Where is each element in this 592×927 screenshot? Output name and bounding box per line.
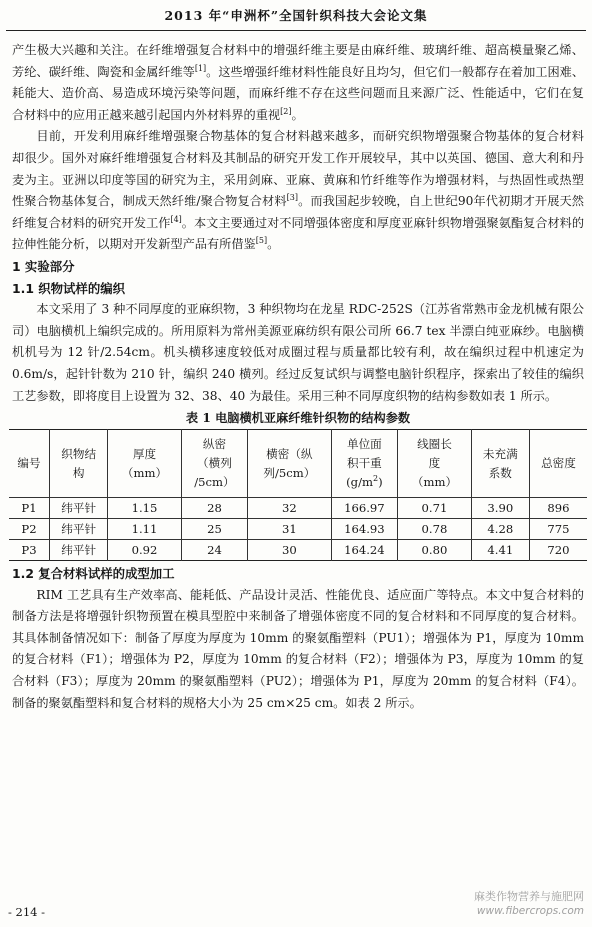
intro-p2-text-a: 目前，开发利用麻纤维增强聚合物基体的复合材料越来越多，而研究织物增强聚合物基体的复合材料却很少。国外对麻纤维增强复合材料及其制品的研究开发工作开展较早，其中以英国、德国、意大利和丹麦为主。亚洲以印度等国的研究为主，采用剑麻、亚麻、黄麻和竹纤维等作为增强材料，与热固性或热塑性聚合物基体复合，制成天然纤维/聚合物复合材料 (12, 129, 584, 209)
header-cell-cover-factor: 未充满 系数 (471, 430, 529, 498)
table-cell: 164.24 (331, 540, 398, 561)
table-cell: 24 (181, 540, 247, 561)
intro-p1-text-b: 。这些增强纤维材料性能良好且均匀，但它们一般都存在着加工困难、耗能大、造价高、易造成环境污染等问题，而麻纤维不存在这些问题而且来源广泛、性能适中，它们在复合材料中的应用正越来越引起国内外材料界的重视 (12, 64, 585, 122)
site-watermark (474, 890, 584, 918)
table-cell: 1.15 (108, 498, 181, 519)
table-cell: P1 (9, 498, 50, 519)
body-text (12, 40, 584, 714)
header-cell-wale-density: 纵密 （横列 /5cm） (181, 430, 247, 498)
intro-p1-text-a: 产生极大兴趣和关注。在纤维增强复合材料中的增强纤维主要是由麻纤维、玻璃纤维、超高模量聚乙烯、芳纶、碳纤维、陶瓷和金属纤维等 (12, 43, 584, 79)
table-cell: 720 (529, 540, 587, 561)
table-cell: 25 (181, 519, 247, 540)
section-1-2-paragraph: RIM 工艺具有生产效率高、能耗低、产品设计灵活、性能优良、适应面广等特点。本文中复合材料的制备方法是将增强针织物预置在模具型腔中来制备了增强体密度不同的复合材料和不同厚度的复合材料。其具体制备情况如下：制备了厚度为厚度为 10mm 的聚氨酯塑料（PU1）；增强体为 P1，厚度为 10mm 的复合材料（F1）；增强体为 P2，厚度为 10mm 的复合材料（F2）；增强体为 P3，厚度为 10mm 的复合材料（F3）；厚度为 20mm 的聚氨酯塑料（PU2）；增强体为 P1，厚度为 20mm 的复合材料（F4）。制备的聚氨酯塑料和复合材料的规格大小为 25 cm×25 cm。如表 2 所示。 (12, 587, 584, 710)
intro-p2-text-d: 。 (267, 237, 280, 252)
section-1-1-heading: 1.1 织物试样的编织 (12, 280, 125, 296)
header-cell-thickness: 厚度 （mm） (108, 430, 181, 498)
intro-p2-text-b: 。而我国起步较晚，自上世纪90年代初期才开展天然纤维复合材料的研究开发工作 (12, 194, 584, 230)
citation-5: [5] (255, 236, 268, 246)
table-cell: 4.41 (471, 540, 529, 561)
table-cell: 166.97 (331, 498, 398, 519)
table-cell: 0.80 (398, 540, 471, 561)
table-cell: 0.71 (398, 498, 471, 519)
table-cell: 1.11 (108, 519, 181, 540)
section-1-heading: 1 实验部分 (12, 258, 75, 274)
watermark-line-1: 麻类作物营养与施肥网 (474, 890, 584, 903)
table-cell: P3 (9, 540, 50, 561)
header-cell-total-density: 总密度 (529, 430, 587, 498)
header-rule (6, 30, 586, 31)
intro-p2-text-c: 。本文主要通过对不同增强体密度和厚度亚麻针织物增强聚氨酯复合材料的拉伸性能分析，以期对开发新型产品有所借鉴 (12, 215, 585, 252)
header-cell-id: 编号 (17, 456, 41, 471)
citation-3: [3] (286, 193, 298, 203)
table-cell: 4.28 (471, 519, 529, 540)
table-header-row (9, 430, 587, 498)
intro-paragraph-1 (12, 40, 584, 126)
table-cell: 30 (248, 540, 331, 561)
table-1 (9, 429, 587, 561)
page-number: - 214 - (8, 905, 46, 919)
table-cell: 32 (248, 498, 331, 519)
table-cell: 28 (181, 498, 247, 519)
section-1-1-paragraph: 本文采用了 3 种不同厚度的亚麻织物，3 种织物均在龙星 RDC-252S（江苏省常熟市金龙机械有限公司）电脑横机上编织完成的。所用原料为常州美源亚麻纺织有限公司所 66.7 tex 半漂白纯亚麻纱。电脑横机机号为 12 针/2.54cm。机头横移速度较低对成圈过程与质量都比较有利，故在编织过程中机速定为 0.6m/s，起针针数为 210 针，编织 240 横列。经过反复试织与调整电脑针织程序，探索出了较佳的编织工艺参数，即将度目上设置为 32、38、40 为最佳。采用三种不同厚度织物的结构参数如表 1 所示。 (12, 302, 584, 403)
table-cell: 0.78 (398, 519, 471, 540)
header-cell-loop-length: 线圈长 度 （mm） (398, 430, 471, 498)
table-cell: 纬平针 (50, 540, 108, 561)
table-cell: 纬平针 (50, 498, 108, 519)
table-cell: 0.92 (108, 540, 181, 561)
watermark-line-2: www.fibercrops.com (476, 905, 584, 917)
section-1-2-heading: 1.2 复合材料试样的成型加工 (12, 566, 175, 582)
citation-4: [4] (170, 214, 182, 224)
header-cell-areal-weight: 单位面 积干重 $(g/m^2)$ (331, 430, 398, 498)
table-cell: 31 (248, 519, 331, 540)
table-cell: 3.90 (471, 498, 529, 519)
header-cell-structure: 织物结 构 (50, 430, 108, 498)
citation-2: [2] (280, 106, 292, 116)
intro-paragraph-2 (12, 126, 584, 256)
running-header: 2013 年“申洲杯”全国针织科技大会论文集 (164, 8, 428, 23)
intro-p1-text-c: 。 (291, 107, 304, 122)
header-cell-course-density: 横密（纵 列/5cm） (248, 430, 331, 498)
table-row (9, 498, 587, 519)
table-cell: 775 (529, 519, 587, 540)
table-cell: 164.93 (331, 519, 398, 540)
table-cell: 纬平针 (50, 519, 108, 540)
table-row (9, 519, 587, 540)
citation-1: [1] (194, 63, 207, 73)
table-cell: 896 (529, 498, 587, 519)
table-row (9, 540, 587, 561)
table-1-title: 表 1 电脑横机亚麻纤维针织物的结构参数 (185, 411, 411, 426)
table-cell: P2 (9, 519, 50, 540)
